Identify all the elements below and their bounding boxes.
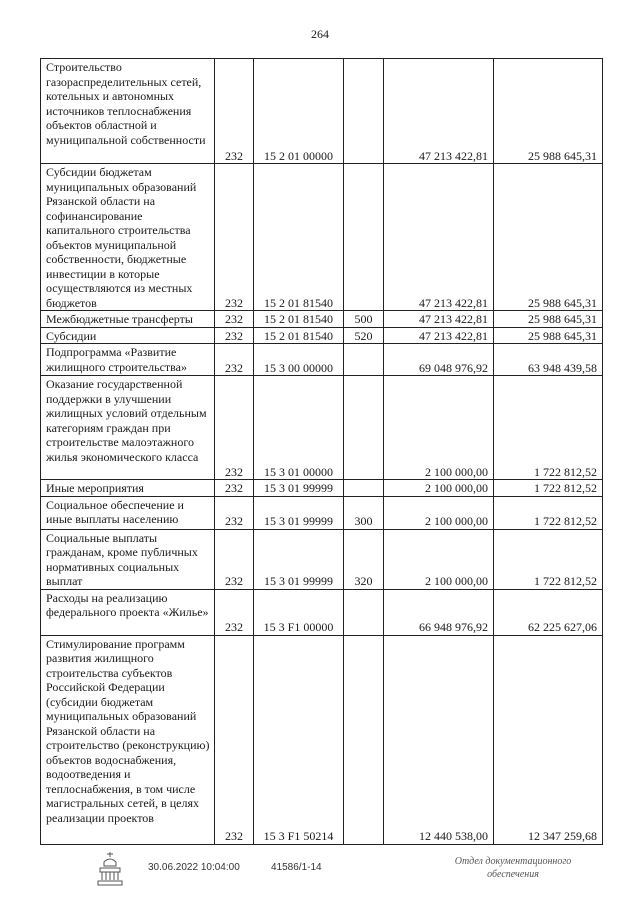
ved-code: 232	[215, 311, 254, 328]
expense-name: Социальное обеспечение и иные выплаты населению	[41, 496, 215, 529]
expense-name: Межбюджетные трансферты	[41, 311, 215, 328]
csr-code: 15 3 01 99999	[254, 480, 344, 497]
sum-actual: 63 948 439,58	[494, 344, 603, 376]
sum-plan: 2 100 000,00	[384, 529, 494, 589]
csr-code: 15 3 01 00000	[254, 376, 344, 480]
sum-plan: 47 213 422,81	[384, 327, 494, 344]
sum-actual: 62 225 627,06	[494, 589, 603, 635]
stamp-line: обеспечения	[487, 869, 539, 880]
sum-actual: 25 988 645,31	[494, 311, 603, 328]
sum-plan: 47 213 422,81	[384, 311, 494, 328]
table-row	[41, 376, 603, 480]
sum-actual: 1 722 812,52	[494, 529, 603, 589]
vr-code: 520	[344, 327, 384, 344]
ved-code: 232	[215, 635, 254, 844]
sum-actual: 12 347 259,68	[494, 635, 603, 844]
table-row	[41, 480, 603, 497]
stamp-line: Отдел документационного	[454, 856, 572, 867]
ved-code: 232	[215, 496, 254, 529]
ved-code: 232	[215, 589, 254, 635]
vr-code: 320	[344, 529, 384, 589]
page-number: 264	[311, 27, 329, 41]
expense-name: Подпрограмма «Развитие жилищного строительства»	[41, 344, 215, 376]
vr-code	[344, 480, 384, 497]
vr-code	[344, 589, 384, 635]
csr-code: 15 3 01 99999	[254, 496, 344, 529]
csr-code: 15 3 01 99999	[254, 529, 344, 589]
ved-code: 232	[215, 344, 254, 376]
sum-actual: 1 722 812,52	[494, 376, 603, 480]
table-row	[41, 635, 603, 844]
csr-code: 15 2 01 81540	[254, 327, 344, 344]
vr-code	[344, 376, 384, 480]
sum-plan: 2 100 000,00	[384, 496, 494, 529]
table-row	[41, 529, 603, 589]
expense-name: Субсидии	[41, 327, 215, 344]
vr-code	[344, 59, 384, 164]
table-row	[41, 327, 603, 344]
csr-code: 15 3 00 00000	[254, 344, 344, 376]
table-row	[41, 311, 603, 328]
table-row	[41, 164, 603, 311]
expense-name: Стимулирование программ развития жилищного строительства субъектов Российской Федерации (субсидии бюджетам муниципальных образований Рязанской области на строительство (реконструкцию) объектов водоснабжения, водоотведения и теплоснабжения, в том числе магистральных сетей, в целях реализации проектов	[41, 635, 215, 844]
vr-code	[344, 344, 384, 376]
expense-name: Строительство газораспределительных сетей, котельных и автономных источников теплоснабжения объектов областной и муниципальной собственности	[41, 59, 215, 164]
vr-code	[344, 635, 384, 844]
csr-code: 15 2 01 81540	[254, 311, 344, 328]
sum-actual: 1 722 812,52	[494, 480, 603, 497]
ved-code: 232	[215, 59, 254, 164]
sum-plan: 47 213 422,81	[384, 164, 494, 311]
sum-plan: 47 213 422,81	[384, 59, 494, 164]
department-stamp	[438, 855, 588, 881]
expense-name: Расходы на реализацию федерального проекта «Жилье»	[41, 589, 215, 635]
ved-code: 232	[215, 327, 254, 344]
expense-name: Субсидии бюджетам муниципальных образований Рязанской области на софинансирование капитального строительства объектов муниципальной собственности, бюджетные инвестиции в которые осуществляются из местных бюджетов	[41, 164, 215, 311]
sum-plan: 69 048 976,92	[384, 344, 494, 376]
sum-plan: 12 440 538,00	[384, 635, 494, 844]
csr-code: 15 3 F1 00000	[254, 589, 344, 635]
expense-name: Социальные выплаты гражданам, кроме публичных нормативных социальных выплат	[41, 529, 215, 589]
sum-plan: 66 948 976,92	[384, 589, 494, 635]
footer-datetime: 30.06.2022 10:04:00	[148, 862, 240, 873]
sum-actual: 25 988 645,31	[494, 327, 603, 344]
expense-name: Оказание государственной поддержки в улучшении жилищных условий отдельным категориям граждан при строительстве малоэтажного жилья экономического класса	[41, 376, 215, 480]
csr-code: 15 3 F1 50214	[254, 635, 344, 844]
vr-code	[344, 164, 384, 311]
sum-actual: 25 988 645,31	[494, 164, 603, 311]
csr-code: 15 2 01 00000	[254, 59, 344, 164]
sum-plan: 2 100 000,00	[384, 480, 494, 497]
footer-doc-number: 41586/1-14	[271, 862, 322, 873]
table-row	[41, 344, 603, 376]
ved-code: 232	[215, 529, 254, 589]
ved-code: 232	[215, 164, 254, 311]
sum-plan: 2 100 000,00	[384, 376, 494, 480]
vr-code: 300	[344, 496, 384, 529]
ved-code: 232	[215, 376, 254, 480]
table-row	[41, 496, 603, 529]
ved-code: 232	[215, 480, 254, 497]
expense-name: Иные мероприятия	[41, 480, 215, 497]
table-row	[41, 589, 603, 635]
csr-code: 15 2 01 81540	[254, 164, 344, 311]
budget-table	[40, 58, 603, 845]
vr-code: 500	[344, 311, 384, 328]
table-row	[41, 59, 603, 164]
sum-actual: 25 988 645,31	[494, 59, 603, 164]
emblem-logo	[95, 850, 125, 888]
sum-actual: 1 722 812,52	[494, 496, 603, 529]
